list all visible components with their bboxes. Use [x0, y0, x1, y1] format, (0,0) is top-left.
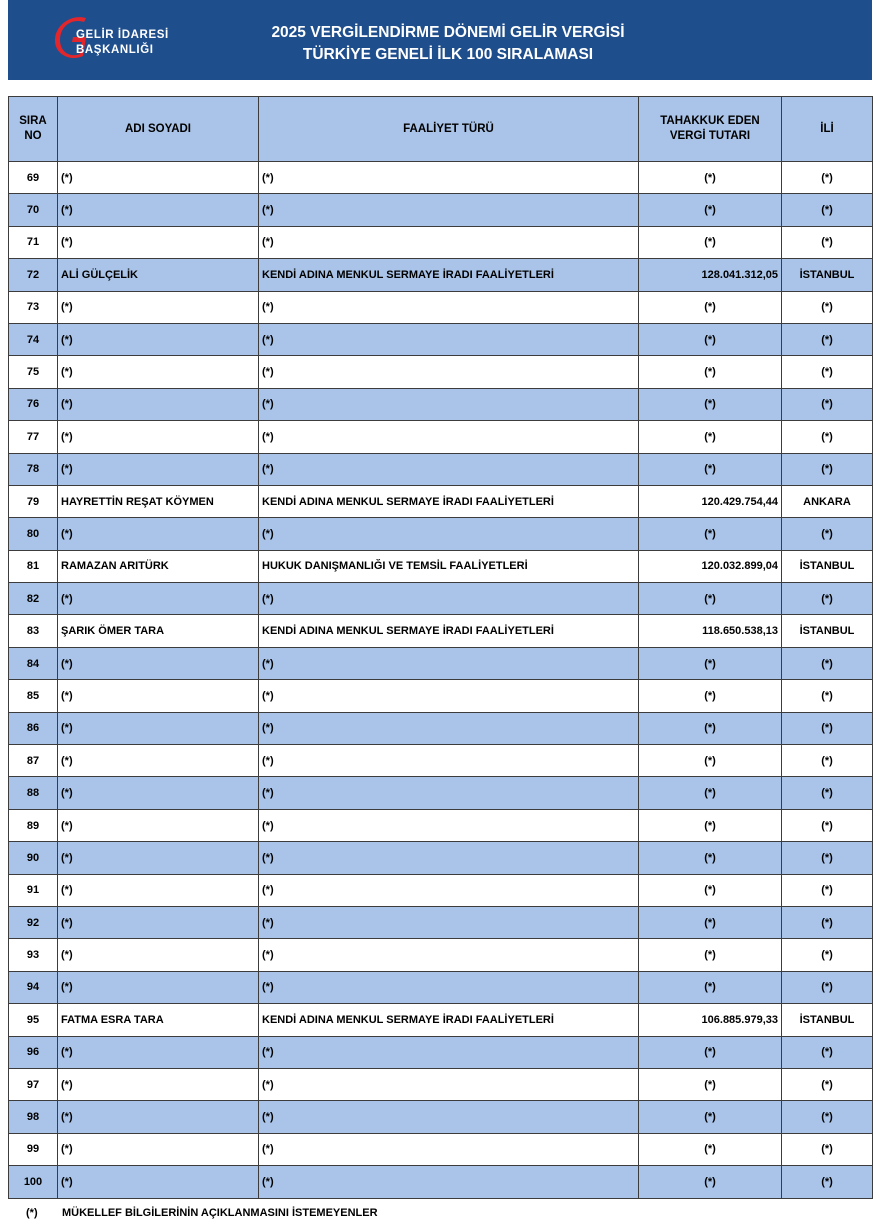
cell-activity: (*) [259, 194, 639, 226]
cell-amount: (*) [639, 1101, 782, 1133]
cell-amount: (*) [639, 162, 782, 194]
cell-rank: 86 [9, 712, 58, 744]
cell-city: (*) [782, 1101, 873, 1133]
cell-rank: 85 [9, 680, 58, 712]
column-header-rank: SIRA NO [9, 97, 58, 162]
cell-amount: (*) [639, 1133, 782, 1165]
table-header-row [9, 97, 873, 162]
table-row [9, 809, 873, 841]
cell-activity: (*) [259, 162, 639, 194]
cell-amount: (*) [639, 777, 782, 809]
table-row [9, 712, 873, 744]
cell-city: (*) [782, 1036, 873, 1068]
table-row [9, 421, 873, 453]
cell-amount: (*) [639, 518, 782, 550]
table-row [9, 745, 873, 777]
cell-amount: (*) [639, 680, 782, 712]
cell-city: (*) [782, 939, 873, 971]
cell-activity: (*) [259, 939, 639, 971]
cell-amount: (*) [639, 939, 782, 971]
cell-amount: (*) [639, 809, 782, 841]
cell-rank: 78 [9, 453, 58, 485]
cell-amount: (*) [639, 842, 782, 874]
cell-name: (*) [58, 323, 259, 355]
cell-rank: 100 [9, 1166, 58, 1198]
cell-rank: 84 [9, 647, 58, 679]
cell-activity: (*) [259, 647, 639, 679]
cell-city: (*) [782, 356, 873, 388]
cell-amount: (*) [639, 323, 782, 355]
table-row [9, 647, 873, 679]
table-row [9, 291, 873, 323]
cell-activity: KENDİ ADINA MENKUL SERMAYE İRADI FAALİYETLERİ [259, 485, 639, 517]
table-row [9, 615, 873, 647]
cell-name: (*) [58, 194, 259, 226]
cell-amount: (*) [639, 421, 782, 453]
table-row [9, 485, 873, 517]
cell-activity: (*) [259, 1133, 639, 1165]
cell-city: (*) [782, 809, 873, 841]
table-row [9, 971, 873, 1003]
table-row [9, 842, 873, 874]
cell-activity: (*) [259, 842, 639, 874]
cell-activity: (*) [259, 745, 639, 777]
cell-activity: (*) [259, 226, 639, 258]
cell-city: (*) [782, 647, 873, 679]
cell-rank: 73 [9, 291, 58, 323]
cell-amount: (*) [639, 1036, 782, 1068]
table-body [9, 162, 873, 1199]
cell-activity: (*) [259, 874, 639, 906]
table-row [9, 583, 873, 615]
table-row [9, 1004, 873, 1036]
table-row [9, 194, 873, 226]
cell-name: (*) [58, 291, 259, 323]
cell-name: (*) [58, 777, 259, 809]
cell-rank: 97 [9, 1068, 58, 1100]
cell-amount: (*) [639, 194, 782, 226]
cell-name: (*) [58, 388, 259, 420]
cell-rank: 70 [9, 194, 58, 226]
cell-city: (*) [782, 971, 873, 1003]
cell-amount: (*) [639, 388, 782, 420]
cell-rank: 98 [9, 1101, 58, 1133]
cell-name: (*) [58, 162, 259, 194]
cell-activity: (*) [259, 777, 639, 809]
logo-line-1: GELİR İDARESİ [76, 29, 169, 41]
cell-amount: (*) [639, 745, 782, 777]
cell-name: (*) [58, 680, 259, 712]
cell-amount: 106.885.979,33 [639, 1004, 782, 1036]
cell-city: (*) [782, 226, 873, 258]
cell-name: (*) [58, 647, 259, 679]
cell-city: (*) [782, 1133, 873, 1165]
cell-amount: 120.429.754,44 [639, 485, 782, 517]
cell-activity: (*) [259, 1036, 639, 1068]
cell-name: (*) [58, 518, 259, 550]
cell-rank: 91 [9, 874, 58, 906]
cell-name: (*) [58, 226, 259, 258]
cell-name: HAYRETTİN REŞAT KÖYMEN [58, 485, 259, 517]
table-row [9, 1068, 873, 1100]
cell-city: (*) [782, 388, 873, 420]
cell-amount: (*) [639, 356, 782, 388]
cell-rank: 75 [9, 356, 58, 388]
cell-city: (*) [782, 323, 873, 355]
cell-rank: 95 [9, 1004, 58, 1036]
cell-activity: (*) [259, 518, 639, 550]
cell-activity: (*) [259, 712, 639, 744]
cell-rank: 79 [9, 485, 58, 517]
cell-city: (*) [782, 906, 873, 938]
page-header [8, 0, 872, 80]
column-header-activity: FAALİYET TÜRÜ [259, 97, 639, 162]
cell-amount: (*) [639, 453, 782, 485]
cell-city: (*) [782, 421, 873, 453]
cell-name: (*) [58, 842, 259, 874]
cell-city: (*) [782, 291, 873, 323]
cell-activity: (*) [259, 388, 639, 420]
cell-city: (*) [782, 583, 873, 615]
footnote [26, 1207, 378, 1219]
cell-activity: (*) [259, 323, 639, 355]
cell-rank: 94 [9, 971, 58, 1003]
cell-city: (*) [782, 1166, 873, 1198]
cell-rank: 96 [9, 1036, 58, 1068]
cell-name: (*) [58, 712, 259, 744]
cell-amount: (*) [639, 1068, 782, 1100]
cell-name: (*) [58, 939, 259, 971]
page-subtitle: TÜRKİYE GENELİ İLK 100 SIRALAMASI [302, 46, 594, 63]
cell-city: (*) [782, 874, 873, 906]
cell-name: (*) [58, 1101, 259, 1133]
cell-rank: 82 [9, 583, 58, 615]
cell-amount: (*) [639, 874, 782, 906]
cell-city: (*) [782, 194, 873, 226]
cell-activity: (*) [259, 809, 639, 841]
table-row [9, 388, 873, 420]
cell-activity: (*) [259, 1101, 639, 1133]
table-row [9, 1166, 873, 1198]
cell-activity: KENDİ ADINA MENKUL SERMAYE İRADI FAALİYETLERİ [259, 1004, 639, 1036]
cell-city: (*) [782, 777, 873, 809]
cell-activity: (*) [259, 356, 639, 388]
cell-amount: (*) [639, 971, 782, 1003]
cell-activity: (*) [259, 1068, 639, 1100]
table-row [9, 259, 873, 291]
column-header-amount: TAHAKKUK EDEN VERGİ TUTARI [639, 97, 782, 162]
cell-name: (*) [58, 421, 259, 453]
cell-name: ŞARIK ÖMER TARA [58, 615, 259, 647]
cell-city: (*) [782, 745, 873, 777]
logo-line-2: BAŞKANLIĞI [76, 44, 154, 56]
cell-rank: 83 [9, 615, 58, 647]
cell-activity: (*) [259, 291, 639, 323]
cell-activity: (*) [259, 1166, 639, 1198]
cell-activity: KENDİ ADINA MENKUL SERMAYE İRADI FAALİYETLERİ [259, 259, 639, 291]
cell-rank: 80 [9, 518, 58, 550]
cell-rank: 74 [9, 323, 58, 355]
cell-rank: 81 [9, 550, 58, 582]
cell-name: (*) [58, 1036, 259, 1068]
table-row [9, 680, 873, 712]
cell-activity: (*) [259, 453, 639, 485]
table-row [9, 1133, 873, 1165]
column-header-city: İLİ [782, 97, 873, 162]
cell-rank: 71 [9, 226, 58, 258]
cell-rank: 69 [9, 162, 58, 194]
cell-rank: 93 [9, 939, 58, 971]
cell-name: (*) [58, 874, 259, 906]
table-row [9, 939, 873, 971]
cell-city: ANKARA [782, 485, 873, 517]
ranking-table [8, 96, 873, 1199]
table-row [9, 550, 873, 582]
cell-amount: (*) [639, 226, 782, 258]
table-row [9, 226, 873, 258]
cell-name: (*) [58, 1133, 259, 1165]
cell-name: RAMAZAN ARITÜRK [58, 550, 259, 582]
cell-name: (*) [58, 745, 259, 777]
cell-name: FATMA ESRA TARA [58, 1004, 259, 1036]
table-row [9, 453, 873, 485]
cell-amount: 128.041.312,05 [639, 259, 782, 291]
cell-rank: 77 [9, 421, 58, 453]
cell-activity: (*) [259, 680, 639, 712]
cell-city: İSTANBUL [782, 1004, 873, 1036]
cell-name: (*) [58, 453, 259, 485]
cell-activity: KENDİ ADINA MENKUL SERMAYE İRADI FAALİYETLERİ [259, 615, 639, 647]
cell-amount: (*) [639, 647, 782, 679]
footnote-mark: (*) [26, 1207, 38, 1219]
cell-activity: (*) [259, 583, 639, 615]
cell-rank: 87 [9, 745, 58, 777]
cell-city: İSTANBUL [782, 259, 873, 291]
cell-rank: 99 [9, 1133, 58, 1165]
cell-amount: 118.650.538,13 [639, 615, 782, 647]
page-title: 2025 VERGİLENDİRME DÖNEMİ GELİR VERGİSİ [271, 24, 625, 41]
cell-name: (*) [58, 1068, 259, 1100]
table-row [9, 356, 873, 388]
table-row [9, 323, 873, 355]
cell-name: (*) [58, 971, 259, 1003]
cell-city: İSTANBUL [782, 615, 873, 647]
cell-name: (*) [58, 1166, 259, 1198]
cell-city: (*) [782, 842, 873, 874]
cell-rank: 89 [9, 809, 58, 841]
cell-name: (*) [58, 583, 259, 615]
gib-logo [54, 16, 194, 66]
cell-activity: HUKUK DANIŞMANLIĞI VE TEMSİL FAALİYETLERİ [259, 550, 639, 582]
cell-name: (*) [58, 906, 259, 938]
cell-city: (*) [782, 712, 873, 744]
cell-amount: (*) [639, 712, 782, 744]
table-row [9, 1101, 873, 1133]
cell-amount: 120.032.899,04 [639, 550, 782, 582]
table-row [9, 906, 873, 938]
cell-amount: (*) [639, 291, 782, 323]
table-row [9, 518, 873, 550]
cell-name: (*) [58, 809, 259, 841]
cell-name: (*) [58, 356, 259, 388]
cell-activity: (*) [259, 971, 639, 1003]
cell-rank: 92 [9, 906, 58, 938]
cell-city: (*) [782, 518, 873, 550]
cell-amount: (*) [639, 583, 782, 615]
cell-activity: (*) [259, 421, 639, 453]
cell-rank: 76 [9, 388, 58, 420]
table-row [9, 162, 873, 194]
cell-rank: 72 [9, 259, 58, 291]
cell-amount: (*) [639, 1166, 782, 1198]
cell-activity: (*) [259, 906, 639, 938]
cell-city: İSTANBUL [782, 550, 873, 582]
cell-amount: (*) [639, 906, 782, 938]
cell-name: ALİ GÜLÇELİK [58, 259, 259, 291]
cell-city: (*) [782, 453, 873, 485]
column-header-name: ADI SOYADI [58, 97, 259, 162]
table-row [9, 777, 873, 809]
table-row [9, 1036, 873, 1068]
table-row [9, 874, 873, 906]
cell-city: (*) [782, 680, 873, 712]
cell-city: (*) [782, 162, 873, 194]
footnote-text: MÜKELLEF BİLGİLERİNİN AÇIKLANMASINI İSTEMEYENLER [62, 1207, 378, 1219]
cell-rank: 90 [9, 842, 58, 874]
cell-city: (*) [782, 1068, 873, 1100]
cell-rank: 88 [9, 777, 58, 809]
